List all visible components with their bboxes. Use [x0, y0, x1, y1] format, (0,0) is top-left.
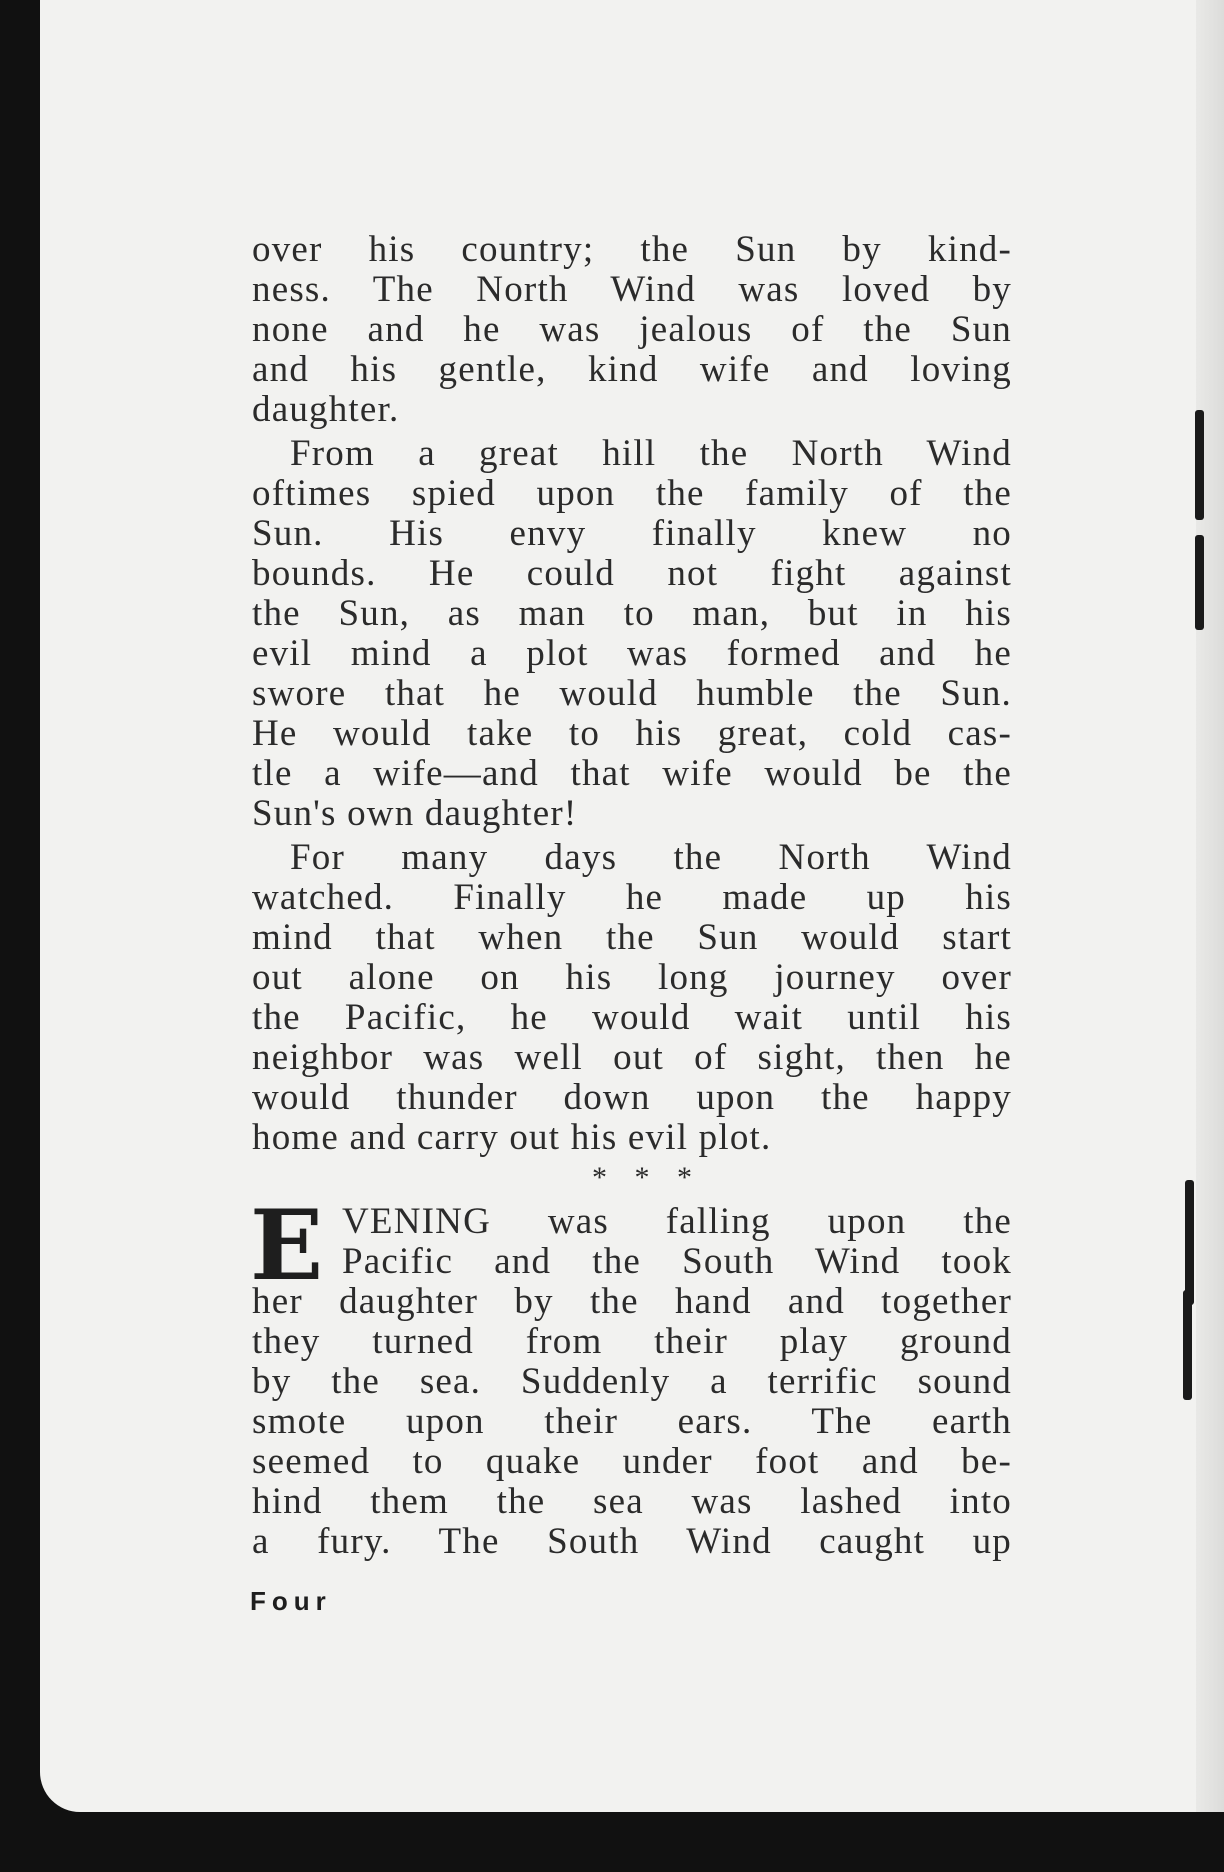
text-line: her daughter by the hand and together: [252, 1281, 1012, 1322]
text-line: over his country; the Sun by kind-: [252, 229, 1012, 270]
text-line: by the sea. Suddenly a terrific sound: [252, 1361, 1012, 1402]
binding-mark: [1195, 535, 1204, 630]
drop-cap: E: [250, 1189, 325, 1302]
text-line: smote upon their ears. The earth: [252, 1401, 1012, 1442]
text-line: Sun's own daughter!: [252, 793, 578, 834]
text-line: out alone on his long journey over: [252, 957, 1012, 998]
text-line: the Pacific, he would wait until his: [252, 997, 1012, 1038]
text-line: For many days the North Wind: [290, 837, 1012, 878]
text-line: would thunder down upon the happy: [252, 1077, 1012, 1118]
text-line: mind that when the Sun would start: [252, 917, 1012, 958]
text-line: a fury. The South Wind caught up: [252, 1521, 1012, 1562]
text-line: tle a wife—and that wife would be the: [252, 753, 1012, 794]
binding-mark: [1185, 1180, 1194, 1305]
text-line: bounds. He could not fight against: [252, 553, 1012, 594]
text-line: watched. Finally he made up his: [252, 877, 1012, 918]
binding-mark: [1195, 410, 1204, 520]
text-line: the Sun, as man to man, but in his: [252, 593, 1012, 634]
paragraph-4: [250, 1189, 1012, 1562]
text-line: Pacific and the South Wind took: [342, 1241, 1012, 1282]
text-line: daughter.: [252, 389, 400, 430]
text-line: swore that he would humble the Sun.: [252, 673, 1012, 714]
text-line: they turned from their play ground: [252, 1321, 1012, 1362]
page-edge-shadow: [1196, 0, 1224, 1812]
text-line: VENING was falling upon the: [342, 1201, 1012, 1242]
text-line: home and carry out his evil plot.: [252, 1117, 772, 1158]
paragraph-1: [252, 230, 1012, 430]
page-number: Four: [250, 1586, 332, 1616]
text-line: neighbor was well out of sight, then he: [252, 1037, 1012, 1078]
text-line: ness. The North Wind was loved by: [252, 269, 1012, 310]
text-line: hind them the sea was lashed into: [252, 1481, 1012, 1522]
binding-mark: [1183, 1290, 1192, 1400]
text-line: and his gentle, kind wife and loving: [252, 349, 1012, 390]
text-line: none and he was jealous of the Sun: [252, 309, 1012, 350]
body-text: [252, 230, 1012, 1562]
paragraph-2: [252, 434, 1012, 834]
text-line: evil mind a plot was formed and he: [252, 633, 1012, 674]
text-line: seemed to quake under foot and be-: [252, 1441, 1012, 1482]
paragraph-3: [252, 838, 1012, 1158]
text-line: He would take to his great, cold cas-: [252, 713, 1012, 754]
section-separator: * * *: [592, 1161, 702, 1194]
text-line: Sun. His envy finally knew no: [252, 513, 1012, 554]
text-line: From a great hill the North Wind: [290, 433, 1012, 474]
text-line: oftimes spied upon the family of the: [252, 473, 1012, 514]
